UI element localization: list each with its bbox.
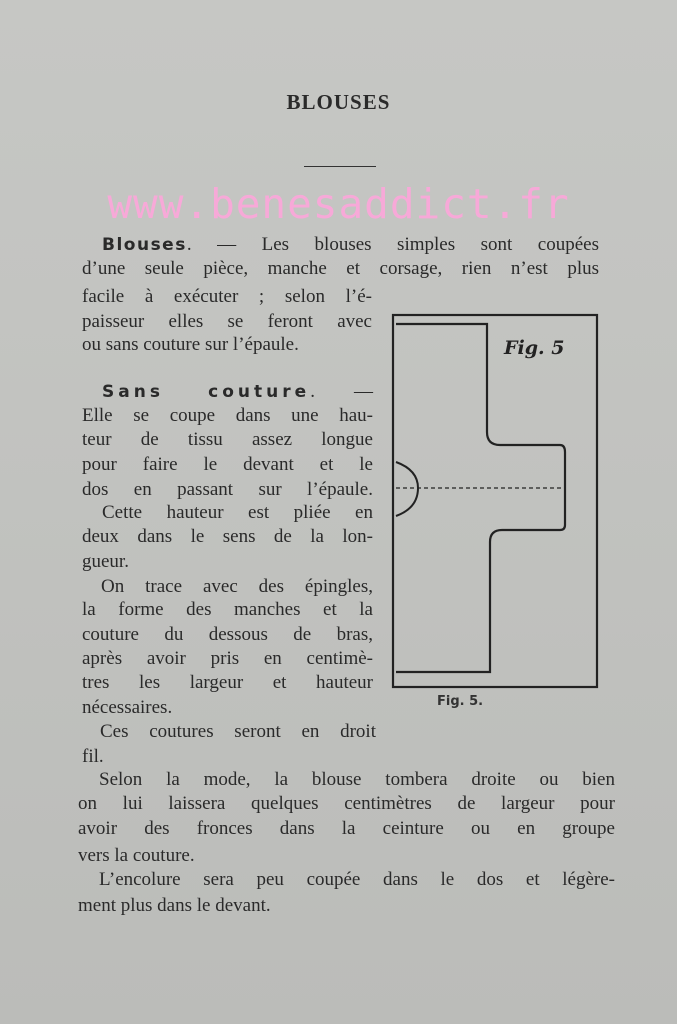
para1-line-3: facile à exécuter ; selon l’é- [82, 286, 372, 307]
para2-heading: Sans couture [102, 382, 311, 402]
para2-line-11: couture du dessous de bras, [82, 624, 373, 645]
page-title: BLOUSES [286, 90, 391, 114]
para2-line-7: deux dans le sens de la lon- [82, 526, 373, 547]
para3-line-3: avoir des fronces dans la ceinture ou en groupe [78, 818, 615, 839]
para3-line-5: L’encolure sera peu coupée dans le dos et légère- [99, 869, 615, 890]
para1-line-1: Blouses. — Les blouses simples sont coupées [102, 234, 599, 255]
para3-line-4: vers la couture. [78, 845, 195, 866]
para3-line-1: Selon la mode, la blouse tombera droite ou bien [99, 769, 615, 790]
para1-heading: Blouses [102, 235, 187, 255]
para2-line-16: fil. [82, 746, 104, 767]
para2-line-13: tres les largeur et hauteur [82, 672, 373, 693]
para2-line-5: dos en passant sur l’épaule. [82, 479, 373, 500]
blouse-pattern-diagram [390, 312, 600, 690]
figure-caption: Fig. 5. [437, 694, 484, 709]
pattern-figure [390, 312, 600, 690]
para2-line-15: Ces coutures seront en droit [100, 721, 376, 742]
para3-line-2: on lui laissera quelques centimètres de largeur pour [78, 793, 615, 814]
para2-line-12: après avoir pris en centimè- [82, 648, 373, 669]
title-divider [304, 166, 376, 167]
para1-line-5: ou sans couture sur l’épaule. [82, 334, 299, 355]
para2-line-8: gueur. [82, 551, 129, 572]
para2-line-2: Elle se coupe dans une hau- [82, 405, 373, 426]
para2-line-1: Sans couture. — [102, 381, 374, 402]
figure-inner-label: Fig. 5 [504, 337, 565, 359]
para2-line-14: nécessaires. [82, 697, 173, 718]
para1-line-2: d’une seule pièce, manche et corsage, rien n’est plus [82, 258, 599, 279]
para1-line-4: paisseur elles se feront avec [82, 311, 372, 332]
para2-line-4: pour faire le devant et le [82, 454, 373, 475]
para2-line-3: teur de tissu assez longue [82, 429, 373, 450]
para2-line-6: Cette hauteur est pliée en [102, 502, 373, 523]
para2-line-9: On trace avec des épingles, [101, 576, 373, 597]
para2-line-10: la forme des manches et la [82, 599, 373, 620]
para3-line-6: ment plus dans le devant. [78, 895, 271, 916]
watermark: www.benesaddict.fr [107, 180, 570, 228]
